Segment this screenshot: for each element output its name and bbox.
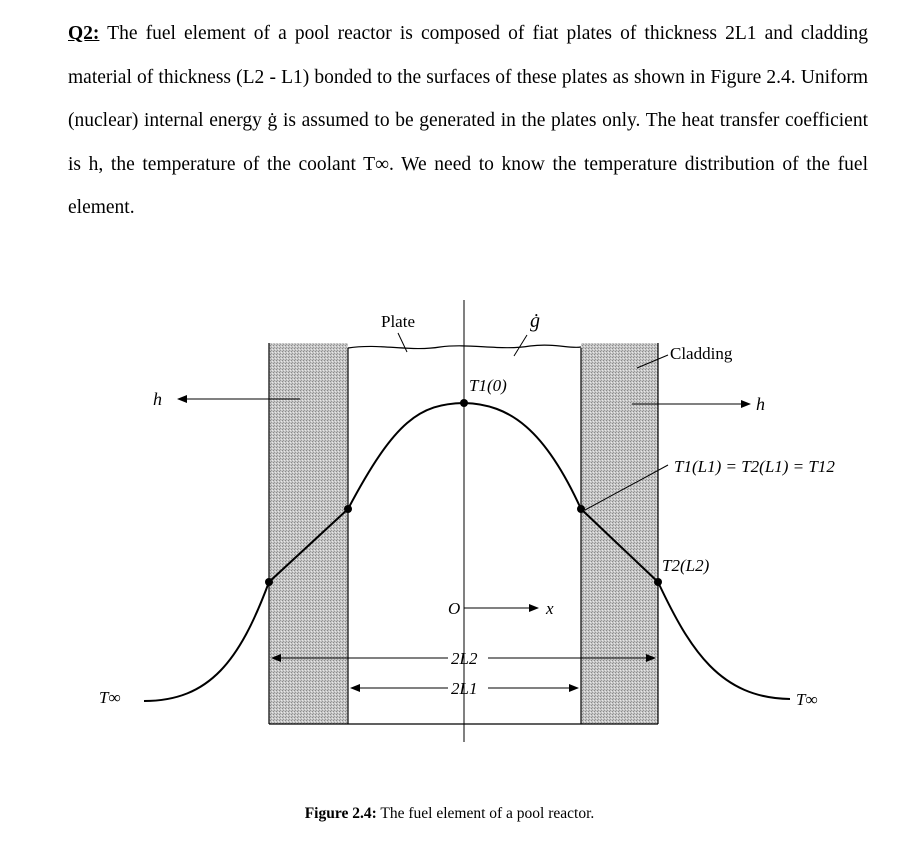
- question-sentence-4: We need to know the temperature distribution of the fuel element.: [68, 153, 868, 218]
- h-label-left: h: [153, 389, 162, 409]
- 2l2-label: 2L2: [451, 649, 478, 668]
- question-sentence-3: The heat transfer coefficient is h, the temperature of the coolant T∞.: [68, 110, 868, 175]
- caption-label: Figure 2.4:: [304, 805, 377, 822]
- origin-label: O: [448, 599, 461, 618]
- cladding-right: [581, 343, 658, 724]
- question-sentence-2: Uniform (nuclear) internal energy ġ is assumed to be generated in the plates only.: [68, 66, 868, 131]
- figure-caption: [0, 805, 899, 823]
- h-label-right: h: [756, 394, 765, 414]
- 2l1-label: 2L1: [451, 679, 478, 698]
- g-label: ġ: [530, 310, 540, 332]
- cladding-label: Cladding: [670, 344, 733, 363]
- t2-l2-label: T2(L2): [662, 556, 710, 575]
- t12-label: T1(L1) = T2(L1) = T12: [674, 457, 835, 476]
- cladding-left: [269, 343, 348, 724]
- t-inf-right-label: T∞: [796, 690, 818, 709]
- x-label: x: [546, 599, 554, 618]
- plate-label: Plate: [381, 312, 415, 331]
- caption-text: The fuel element of a pool reactor.: [380, 805, 595, 822]
- t-inf-left-label: T∞: [99, 688, 121, 707]
- question-label: Q2:: [68, 23, 100, 44]
- question-sentence-1: The fuel element of a pool reactor is composed of fiat plates of thickness 2L1 and cladding material of thickness (L2 - L1) bonded to the surfaces of these plates as shown in Figure 2.4.: [68, 23, 868, 88]
- t1-0-label: T1(0): [469, 376, 507, 395]
